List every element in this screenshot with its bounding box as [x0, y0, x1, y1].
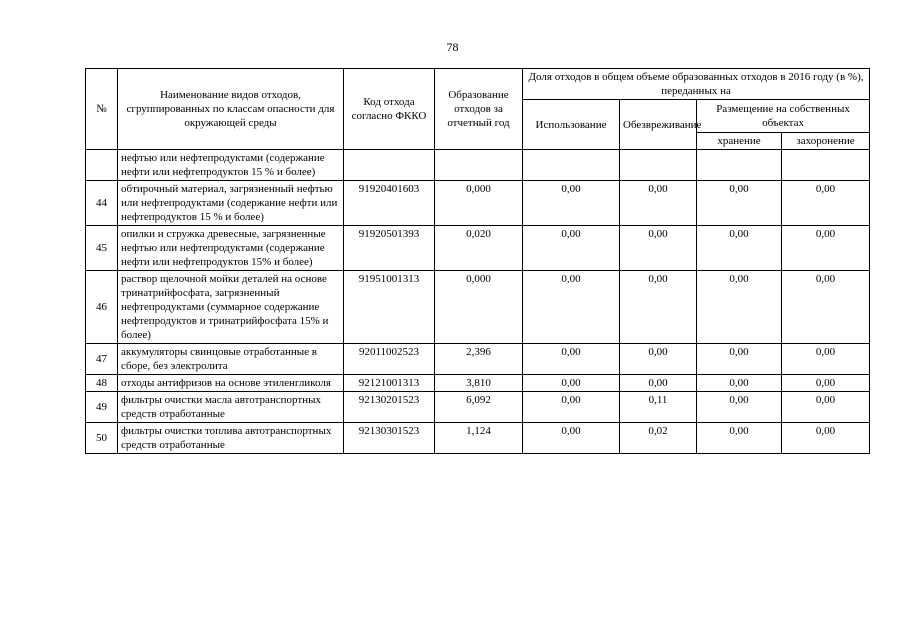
row-number: 48 [86, 375, 118, 392]
waste-table [85, 68, 870, 454]
storage-value: 0,00 [697, 271, 782, 344]
burial-value: 0,00 [782, 392, 870, 423]
neutralization-value: 0,00 [620, 226, 697, 271]
formed-value: 0,000 [435, 181, 523, 226]
formed-value: 0,020 [435, 226, 523, 271]
use-value: 0,00 [523, 344, 620, 375]
waste-code: 92011002523 [344, 344, 435, 375]
burial-value: 0,00 [782, 344, 870, 375]
header-storage: хранение [697, 133, 782, 150]
table-row [86, 423, 870, 454]
neutralization-value: 0,00 [620, 181, 697, 226]
waste-code: 91920401603 [344, 181, 435, 226]
header-name: Наименование видов отходов, сгруппированных по классам опасности для окружающей среды [118, 69, 344, 150]
table-header [86, 69, 870, 150]
header-no: № [86, 69, 118, 150]
row-number: 44 [86, 181, 118, 226]
row-number: 49 [86, 392, 118, 423]
burial-value [782, 150, 870, 181]
waste-name: опилки и стружка древесные, загрязненные нефтью или нефтепродуктами (содержание нефти или нефтепродуктов 15% и более) [118, 226, 344, 271]
header-placement: Размещение на собственных объектах [697, 100, 870, 133]
use-value: 0,00 [523, 423, 620, 454]
use-value: 0,00 [523, 226, 620, 271]
burial-value: 0,00 [782, 181, 870, 226]
storage-value: 0,00 [697, 344, 782, 375]
formed-value: 0,000 [435, 271, 523, 344]
neutralization-value [620, 150, 697, 181]
table-row [86, 150, 870, 181]
formed-value: 6,092 [435, 392, 523, 423]
table-row [86, 392, 870, 423]
use-value: 0,00 [523, 392, 620, 423]
waste-name: фильтры очистки топлива автотранспортных средств отработанные [118, 423, 344, 454]
formed-value [435, 150, 523, 181]
header-formed: Образование отходов за отчетный год [435, 69, 523, 150]
waste-name: нефтью или нефтепродуктами (содержание нефти или нефтепродуктов 15 % и более) [118, 150, 344, 181]
waste-code: 92130301523 [344, 423, 435, 454]
storage-value: 0,00 [697, 392, 782, 423]
waste-code: 91951001313 [344, 271, 435, 344]
table-row [86, 344, 870, 375]
storage-value: 0,00 [697, 375, 782, 392]
burial-value: 0,00 [782, 423, 870, 454]
waste-name: аккумуляторы свинцовые отработанные в сборе, без электролита [118, 344, 344, 375]
burial-value: 0,00 [782, 375, 870, 392]
neutralization-value: 0,00 [620, 271, 697, 344]
header-share: Доля отходов в общем объеме образованных отходов в 2016 году (в %), переданных на [523, 69, 870, 100]
formed-value: 3,810 [435, 375, 523, 392]
storage-value [697, 150, 782, 181]
waste-name: обтирочный материал, загрязненный нефтью или нефтепродуктами (содержание нефти или нефтепродуктов 15 % и более) [118, 181, 344, 226]
header-burial: захоронение [782, 133, 870, 150]
waste-code: 91920501393 [344, 226, 435, 271]
storage-value: 0,00 [697, 226, 782, 271]
row-number: 50 [86, 423, 118, 454]
use-value [523, 150, 620, 181]
table-row [86, 181, 870, 226]
neutralization-value: 0,00 [620, 344, 697, 375]
formed-value: 2,396 [435, 344, 523, 375]
row-number: 45 [86, 226, 118, 271]
burial-value: 0,00 [782, 271, 870, 344]
waste-name: фильтры очистки масла автотранспортных средств отработанные [118, 392, 344, 423]
waste-name: отходы антифризов на основе этиленгликоля [118, 375, 344, 392]
storage-value: 0,00 [697, 181, 782, 226]
formed-value: 1,124 [435, 423, 523, 454]
row-number [86, 150, 118, 181]
burial-value: 0,00 [782, 226, 870, 271]
use-value: 0,00 [523, 271, 620, 344]
neutralization-value: 0,02 [620, 423, 697, 454]
waste-code: 92121001313 [344, 375, 435, 392]
waste-code: 92130201523 [344, 392, 435, 423]
table-row [86, 226, 870, 271]
header-neutralization: Обезвреживание [620, 100, 697, 150]
row-number: 47 [86, 344, 118, 375]
use-value: 0,00 [523, 375, 620, 392]
table-row [86, 375, 870, 392]
use-value: 0,00 [523, 181, 620, 226]
waste-code [344, 150, 435, 181]
page-number: 78 [446, 40, 459, 54]
neutralization-value: 0,00 [620, 375, 697, 392]
row-number: 46 [86, 271, 118, 344]
storage-value: 0,00 [697, 423, 782, 454]
waste-name: раствор щелочной мойки деталей на основе тринатрийфосфата, загрязненный нефтепродуктами (суммарное содержание нефтепродуктов и тринатрийфосфата 15% и более) [118, 271, 344, 344]
neutralization-value: 0,11 [620, 392, 697, 423]
header-code: Код отхода согласно ФККО [344, 69, 435, 150]
table-row [86, 271, 870, 344]
header-use: Использование [523, 100, 620, 150]
